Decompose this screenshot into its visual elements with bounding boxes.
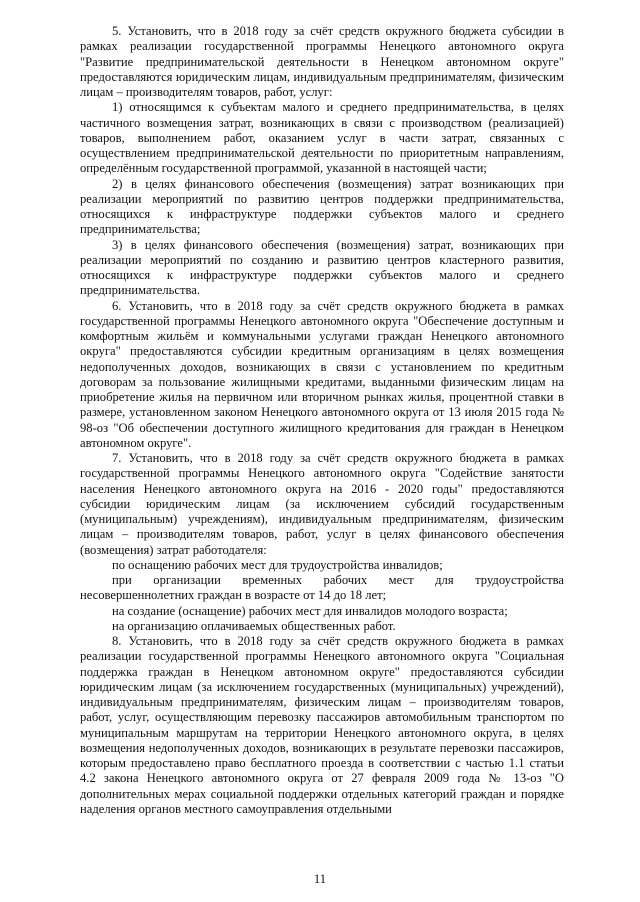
paragraph-7: 7. Установить, что в 2018 году за счёт средств окружного бюджета в рамках государственной программы Ненецкого автономного округа "Содействие занятости населения Ненецкого автономного округа на 2016 - 2020 годы" предоставляются субсидии юридическим лицам (за исключением субсидий государственным (муниципальным) учреждениям), индивидуальным предпринимателям, физическим лицам – производителям товаров, работ, услуг в целях финансового обеспечения (возмещения) затрат работодателя: bbox=[80, 451, 564, 557]
paragraph-7-item-3: на создание (оснащение) рабочих мест для инвалидов молодого возраста; bbox=[112, 603, 508, 618]
page-number: 11 bbox=[313, 872, 327, 886]
document-body bbox=[80, 24, 564, 817]
paragraph-7-item-2: при организации временных рабочих мест для трудоустройства несовершеннолетних граждан в возрасте от 14 до 18 лет; bbox=[80, 573, 564, 603]
paragraph-8: 8. Установить, что в 2018 году за счёт средств окружного бюджета в рамках реализации государственной программы Ненецкого автономного округа "Социальная поддержка граждан в Ненецком автономном округе" предоставляются субсидии юридическим лицам (за исключением государственных (муниципальных) учреждений), индивидуальным предпринимателям, физическим лицам – производителям товаров, работ, услуг, осуществляющим перевозку пассажиров автомобильным транспортом по муниципальным маршрутам на территории Ненецкого автономного округа, в целях возмещения недополученных доходов, возникающих в результате перевозки пассажиров, которым предоставлено право бесплатного проезда в соответствии с частью 1.1 статьи 4.2 закона Ненецкого автономного округа от 27 февраля 2009 года № 13-оз "О дополнительных мерах социальной поддержки отдельных категорий граждан и порядке наделения органов местного самоуправления отдельными bbox=[80, 634, 564, 816]
paragraph-5-item-1: 1) относящимся к субъектам малого и среднего предпринимательства, в целях частичного возмещения затрат, возникающих в связи с производством (реализацией) товаров, выполнением работ, оказанием услуг в части затрат, связанных с осуществлением предпринимательской деятельности по приоритетным направлениям, определённым государственной программой, указанной в настоящей части; bbox=[80, 100, 564, 176]
paragraph-5-item-2: 2) в целях финансового обеспечения (возмещения) затрат возникающих при реализации мероприятий по развитию центров поддержки предпринимательства, относящихся к инфраструктуре поддержки субъектов малого и среднего предпринимательства; bbox=[80, 176, 564, 237]
paragraph-5: 5. Установить, что в 2018 году за счёт средств окружного бюджета субсидии в рамках реализации государственной программы Ненецкого автономного округа "Развитие предпринимательской деятельности в Ненецком автономном округе" предоставляются юридическим лицам, индивидуальным предпринимателям, физическим лицам – производителям товаров, работ, услуг: bbox=[80, 24, 564, 99]
paragraph-5-item-3: 3) в целях финансового обеспечения (возмещения) затрат, возникающих при реализации мероприятий по созданию и развитию центров кластерного развития, относящихся к инфраструктуре поддержки субъектов малого и среднего предпринимательства. bbox=[80, 237, 564, 298]
paragraph-7-item-1: по оснащению рабочих мест для трудоустройства инвалидов; bbox=[112, 557, 443, 572]
paragraph-7-item-4: на организацию оплачиваемых общественных работ. bbox=[112, 618, 396, 633]
paragraph-6: 6. Установить, что в 2018 году за счёт средств окружного бюджета в рамках государственной программы Ненецкого автономного округа "Обеспечение доступным и комфортным жильём и коммунальными услугами граждан Ненецкого автономного округа" предоставляются субсидии кредитным организациям в целях возмещения недополученных доходов, возникающих в связи с установлением по кредитным договорам за пользование жилищными кредитами, выданными физическим лицам на приобретение жилья на первичном или вторичном рынках жилья, процентной ставки в размере, установленном законом Ненецкого автономного округа от 13 июля 2015 года № 98-оз "Об обеспечении доступного жилищного кредитования для граждан в Ненецком автономном округе". bbox=[80, 298, 564, 450]
